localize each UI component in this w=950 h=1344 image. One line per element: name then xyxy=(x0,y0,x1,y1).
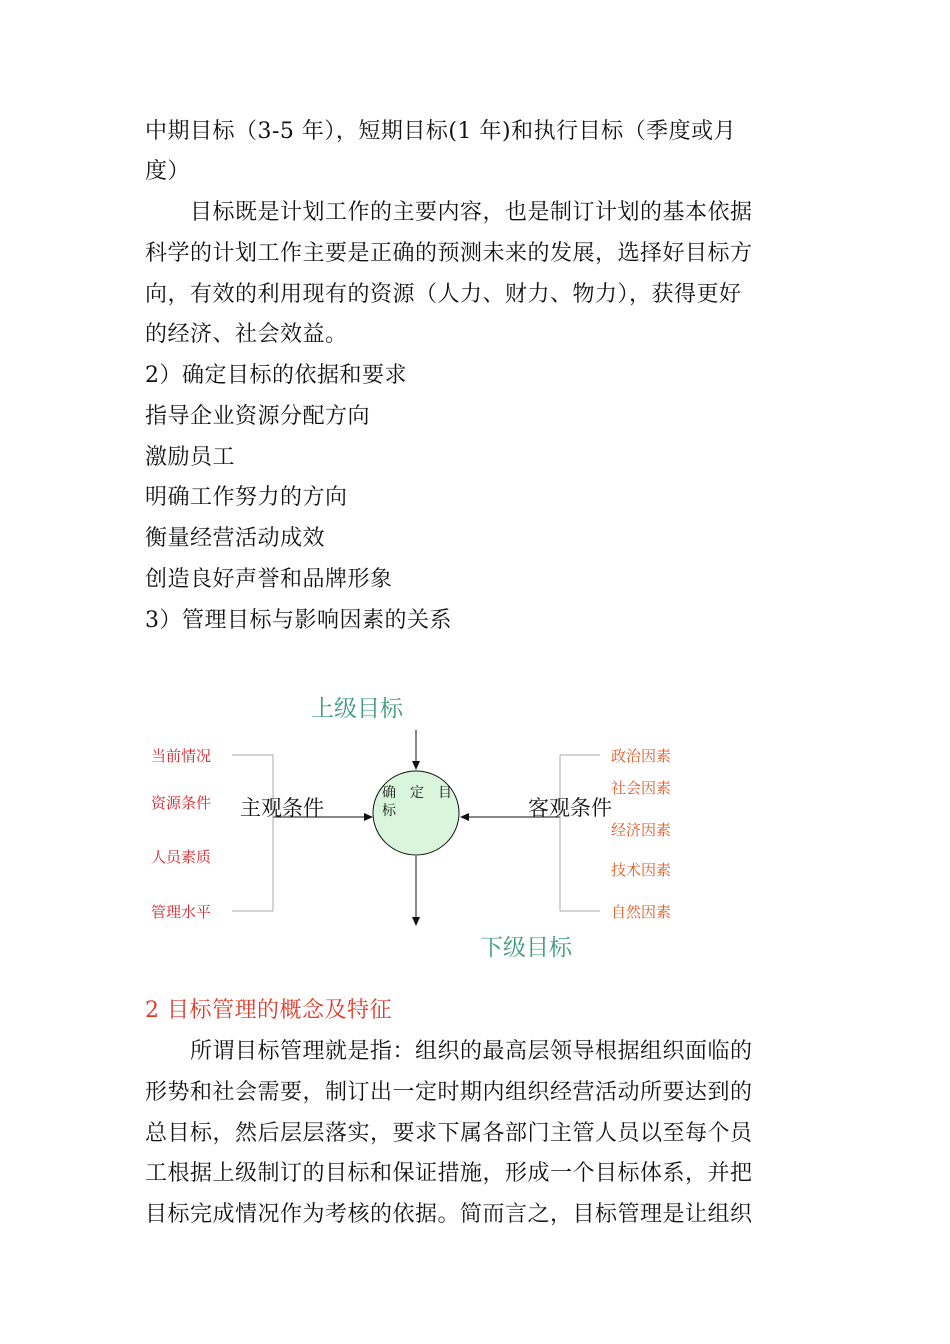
right-factor: 政治因素 xyxy=(611,747,672,765)
left-factor: 资源条件 xyxy=(151,794,212,812)
right-factor: 自然因素 xyxy=(611,903,672,921)
paragraph-line: 目标完成情况作为考核的依据。简而言之，目标管理是让组织 xyxy=(145,1202,753,1227)
objective-conditions-label: 客观条件 xyxy=(528,796,612,820)
section-heading: 2）确定目标的依据和要求 xyxy=(145,363,407,388)
paragraph-line: 科学的计划工作主要是正确的预测未来的发展，选择好目标方 xyxy=(145,241,753,266)
paragraph-line: 总目标，然后层层落实，要求下属各部门主管人员以至每个员 xyxy=(145,1121,753,1146)
goal-factors-diagram xyxy=(0,680,950,970)
list-item: 明确工作努力的方向 xyxy=(145,485,348,510)
right-factor: 经济因素 xyxy=(611,821,672,839)
diagram-lines xyxy=(0,680,950,970)
list-item: 激励员工 xyxy=(145,445,236,470)
paragraph-line: 目标既是计划工作的主要内容，也是制订计划的基本依据 xyxy=(190,200,753,225)
paragraph-line: 度） xyxy=(145,159,191,184)
center-text-line1: 确 定 目 xyxy=(382,785,452,801)
left-factor: 人员素质 xyxy=(151,848,212,866)
section-heading: 3）管理目标与影响因素的关系 xyxy=(145,608,452,633)
right-bracket xyxy=(560,755,600,911)
paragraph-line: 的经济、社会效益。 xyxy=(145,322,348,347)
right-factor: 技术因素 xyxy=(611,861,672,879)
paragraph-line: 向，有效的利用现有的资源（人力、财力、物力），获得更好 xyxy=(145,282,742,307)
top-goal-label: 上级目标 xyxy=(311,696,403,722)
list-item: 指导企业资源分配方向 xyxy=(145,404,371,429)
left-factor: 当前情况 xyxy=(151,747,212,765)
bottom-goal-label: 下级目标 xyxy=(480,935,572,961)
paragraph-line: 工根据上级制订的目标和保证措施，形成一个目标体系，并把 xyxy=(145,1161,753,1186)
left-bracket xyxy=(232,755,273,911)
right-factor: 社会因素 xyxy=(611,779,672,797)
paragraph-line: 中期目标（3-5 年），短期目标(1 年)和执行目标（季度或月 xyxy=(145,119,737,144)
paragraph-line: 形势和社会需要，制订出一定时期内组织经营活动所要达到的 xyxy=(145,1080,753,1105)
paragraph-line: 所谓目标管理就是指：组织的最高层领导根据组织面临的 xyxy=(190,1039,753,1064)
subjective-conditions-label: 主观条件 xyxy=(240,796,324,820)
left-factor: 管理水平 xyxy=(151,903,212,921)
section-title: 2 目标管理的概念及特征 xyxy=(145,998,392,1023)
list-item: 衡量经营活动成效 xyxy=(145,526,326,551)
list-item: 创造良好声誉和品牌形象 xyxy=(145,567,393,592)
center-text-line2: 标 xyxy=(382,803,396,819)
